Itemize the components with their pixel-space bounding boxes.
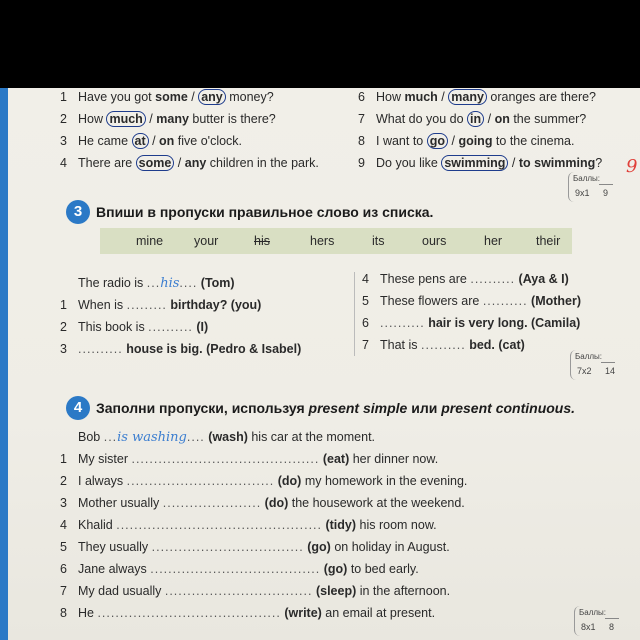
ex3-item-2: 2 This book is .......... (I) [60,320,209,334]
ex2-item-8: 8 I want to go / going to the cinema. [358,134,575,148]
ex4-item-4: 4 Khalid .............................................. (tidy) his room now. [60,518,437,532]
ex4-number-badge: 4 [66,396,90,420]
ex2-item-6: 6 How much / many oranges are there? [358,90,597,104]
ex4-item-6: 6 Jane always ...................................... (go) to bed early. [60,562,419,576]
word-hers: hers [310,234,335,248]
word-his: his [254,234,270,248]
ex2-item-9: 9 Do you like swimming / to swimming? [358,156,603,170]
ex4-item-2: 2 I always ................................. (do) my homework in the evening. [60,474,468,488]
word-mine: mine [136,234,164,248]
ex4-item-8: 8 He ......................................... (write) an email at present. [60,606,436,620]
ex2-item-4: 4 There are some / any children in the park. [60,156,319,170]
ex4-score-box: Баллы: 8x1 8 [574,606,623,636]
ex3-item-1: 1 When is ......... birthday? (you) [60,298,262,312]
ex3-item-4: 4 These pens are .......... (Aya & I) [362,272,569,286]
ex3-item-3: 3 .......... house is big. (Pedro & Isabel) [60,342,302,356]
word-its: its [372,234,385,248]
ex4-item-7: 7 My dad usually ................................. (sleep) in the afternoon. [60,584,451,598]
ex2-item-7: 7 What do you do in / on the summer? [358,112,587,126]
ex3-item-5: 5 These flowers are .......... (Mother) [362,294,582,308]
word-your: your [194,234,219,248]
ex3-title: Впиши в пропуски правильное слово из списка. [96,204,434,220]
word-their: their [536,234,561,248]
ex4-example: Bob ...is washing.... (wash) his car at the moment. [78,430,376,445]
handwritten-score: 9 [626,156,638,177]
ex4-item-3: 3 Mother usually ...................... (do) the housework at the weekend. [60,496,465,510]
ex2-item-1: 1 Have you got some / any money? [60,90,274,104]
word-her: her [484,234,503,248]
ex4-item-5: 5 They usually .................................. (go) on holiday in August. [60,540,450,554]
word-ours: ours [422,234,447,248]
ex4-item-1: 1 My sister .......................................... (eat) her dinner now. [60,452,439,466]
ex4-title: Заполни пропуски, используя present simple или present continuous. [96,400,576,416]
column-divider [354,272,355,356]
ex2-score-box: Баллы: 9x1 9 [568,172,617,202]
ex3-item-7: 7 That is .......... bed. (cat) [362,338,525,352]
worksheet-page [0,88,640,640]
ex3-example: The radio is ...his.... (Tom) [78,276,235,291]
ex3-item-6: 6 .......... hair is very long. (Camila) [362,316,581,330]
ex2-item-2: 2 How much / many butter is there? [60,112,276,126]
ex2-item-3: 3 He came at / on five o'clock. [60,134,243,148]
ex3-score-box: Баллы: 7x2 14 [570,350,619,380]
word-list [100,228,572,254]
ex3-number-badge: 3 [66,200,90,224]
